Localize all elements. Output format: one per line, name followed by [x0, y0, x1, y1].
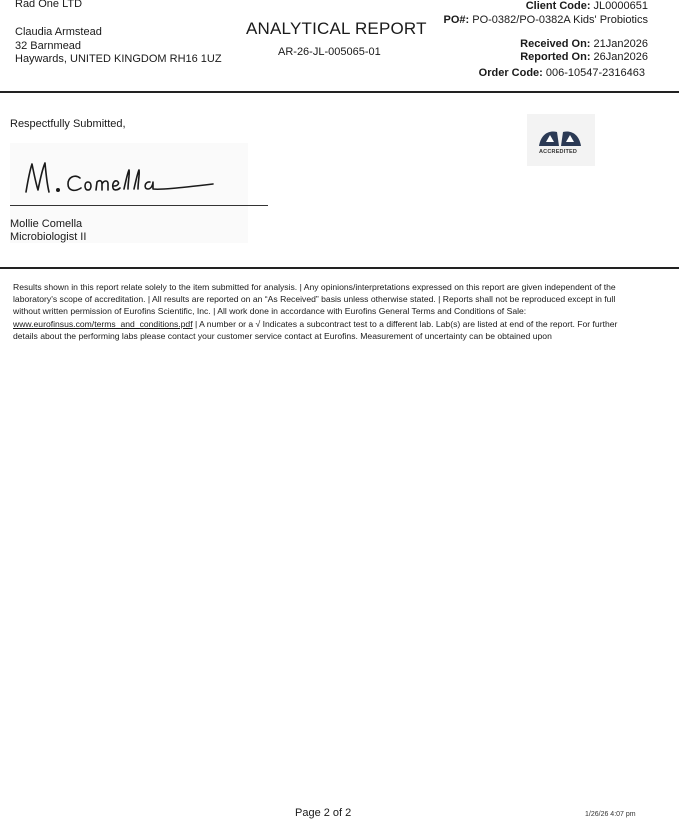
accredited-label: ACCREDITED [539, 149, 578, 155]
received-row [520, 38, 648, 50]
report-title: ANALYTICAL REPORT [246, 19, 427, 38]
accreditation-logo-icon [537, 126, 583, 150]
signature-line [10, 205, 268, 206]
report-disclaimer [13, 281, 633, 342]
header-divider [0, 91, 679, 93]
reported-row [520, 51, 648, 63]
po-label: PO#: [443, 14, 470, 26]
signatory-role: Microbiologist II [10, 231, 87, 243]
order-code-row [479, 67, 645, 79]
client-code-label: Client Code: [525, 0, 591, 12]
order-code-value: 006-10547-2316463 [545, 67, 645, 79]
client-address-line2: Haywards, UNITED KINGDOM RH16 1UZ [15, 53, 222, 65]
reported-label: Reported On: [520, 51, 591, 63]
po-row [444, 14, 649, 26]
received-label: Received On: [520, 38, 591, 50]
reported-value: 26Jan2026 [593, 51, 648, 63]
client-contact: Claudia Armstead [15, 26, 102, 38]
po-value: PO-0382/PO-0382A Kids' Probiotics [472, 14, 648, 26]
signatory-name: Mollie Comella [10, 218, 83, 230]
received-value: 21Jan2026 [593, 38, 648, 50]
page-number: Page 2 of 2 [295, 807, 352, 819]
client-company: Rad One LTD [15, 0, 83, 10]
report-number: AR-26-JL-005065-01 [278, 46, 381, 58]
print-timestamp: 1/26/26 4:07 pm [585, 811, 636, 818]
section-divider [0, 267, 679, 269]
terms-link[interactable]: www.eurofinsus.com/terms_and_conditions.pdf [13, 318, 193, 329]
client-address-line1: 32 Barnmead [15, 40, 82, 52]
client-code-value: JL0000651 [593, 0, 648, 12]
order-code-label: Order Code: [478, 67, 543, 79]
respectfully-submitted: Respectfully Submitted, [10, 118, 126, 130]
disclaimer-text-2: | A number or a √ Indicates a subcontract test to a different lab. Lab(s) are listed at end of the report. For further details about the performing labs please contact your customer service contact at Eurofins. Measurement of uncertainty can be obtained upon [13, 318, 618, 341]
signature-image [18, 150, 228, 202]
disclaimer-text-1: Results shown in this report relate solely to the item submitted for analysis. | Any opinions/interpretations expressed on this report are given independent of the laboratory's scope of accreditation. | All results are reported on an “As Received” basis unless otherwise stated. | Reports shall not be reproduced except in full without written permission of Eurofins Scientific, Inc. | All work done in accordance with Eurofins General Terms and Conditions of Sale: [13, 282, 616, 317]
client-code-row [526, 0, 648, 12]
